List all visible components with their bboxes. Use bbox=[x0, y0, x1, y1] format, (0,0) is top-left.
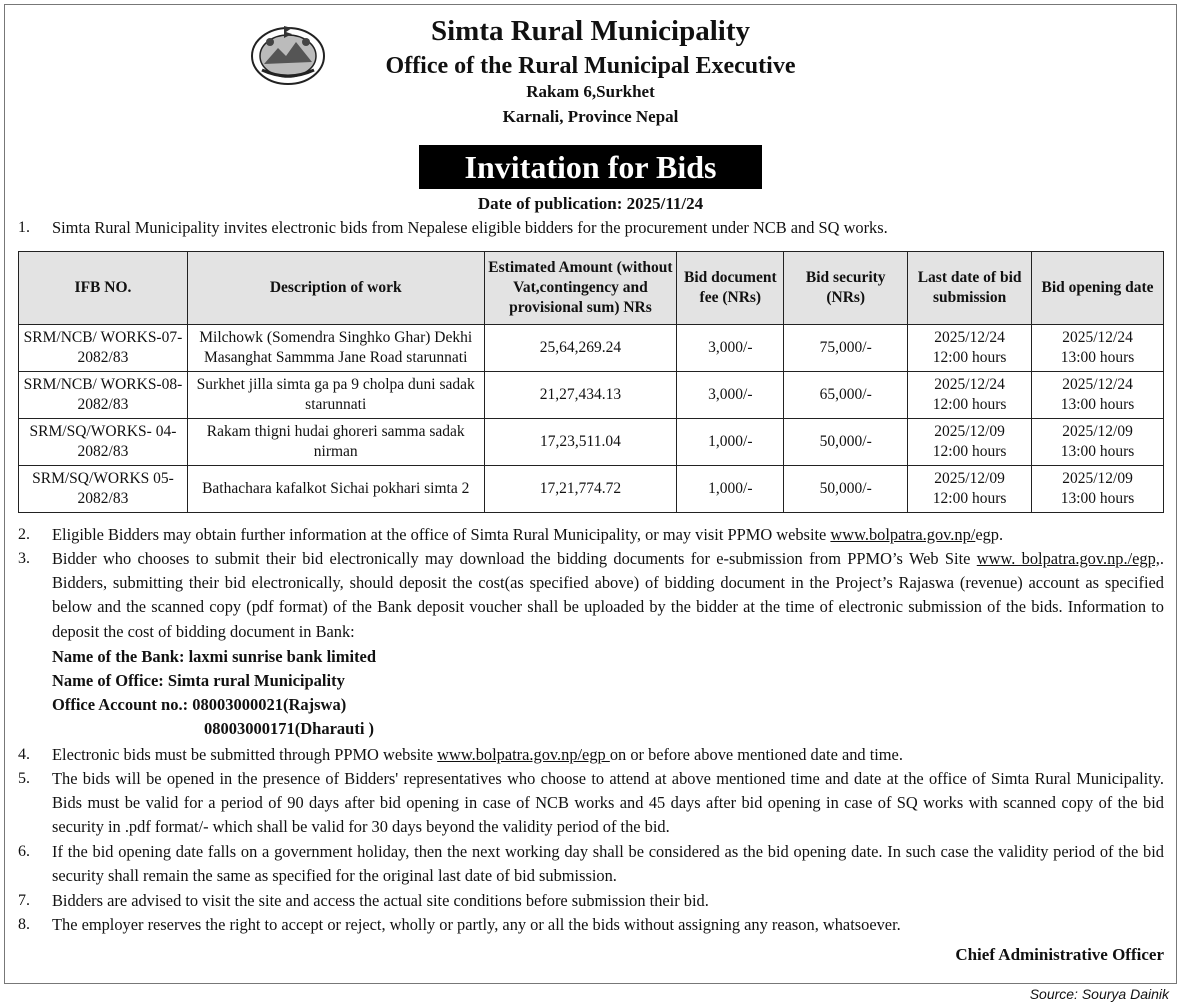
last-date: 2025/12/24 bbox=[934, 329, 1005, 346]
cell-ifb: SRM/NCB/ WORKS-08-2082/83 bbox=[19, 372, 188, 419]
address-line-2: Karnali, Province Nepal bbox=[502, 107, 679, 126]
cell-amount: 25,64,269.24 bbox=[484, 325, 677, 372]
item-2-tail: egp. bbox=[975, 525, 1004, 544]
table-row bbox=[19, 466, 1164, 513]
last-date: 2025/12/09 bbox=[934, 423, 1005, 440]
item-4-body-b: on or before above mentioned date and time. bbox=[609, 745, 903, 764]
item-2-text bbox=[52, 523, 1164, 547]
item-4-body-a: Electronic bids must be submitted through PPMO website bbox=[52, 745, 438, 764]
cell-security: 50,000/- bbox=[784, 466, 908, 513]
cell-opening-date bbox=[1032, 466, 1164, 513]
item-1-text: Simta Rural Municipality invites electronic bids from Nepalese eligible bidders for the procurement under NCB and SQ works. bbox=[52, 218, 888, 237]
cell-fee: 3,000/- bbox=[677, 372, 784, 419]
item-number: 3. bbox=[18, 550, 30, 567]
open-time: 13:00 hours bbox=[1060, 396, 1135, 413]
open-date: 2025/12/24 bbox=[1062, 329, 1133, 346]
cell-fee: 3,000/- bbox=[677, 325, 784, 372]
item-3-text bbox=[52, 547, 1164, 644]
table-row bbox=[19, 372, 1164, 419]
cell-description: Rakam thigni hudai ghoreri samma sadak nirman bbox=[187, 419, 484, 466]
cell-ifb: SRM/SQ/WORKS- 04-2082/83 bbox=[19, 419, 188, 466]
bank-name: Name of the Bank: laxmi sunrise bank limited bbox=[52, 647, 377, 666]
account-dharauti: 08003000171(Dharauti ) bbox=[204, 719, 375, 738]
table-row bbox=[19, 325, 1164, 372]
item-number: 1. bbox=[18, 219, 30, 236]
item-number: 4. bbox=[18, 746, 30, 763]
last-time: 12:00 hours bbox=[932, 349, 1007, 366]
last-time: 12:00 hours bbox=[932, 443, 1007, 460]
cell-security: 65,000/- bbox=[784, 372, 908, 419]
cell-opening-date bbox=[1032, 325, 1164, 372]
item-3-body-b: . Bidders, submitting their bid electronically, should deposit the cost(as specified above) of bidding document in the Project’s Rajaswa (revenue) account as specified below and the scanned copy (pdf format) of the Bank deposit voucher shall be uploaded by the bidder at the time of electronic submission of the bids. Information to deposit the cost of bidding document in Bank: bbox=[52, 549, 1164, 641]
address-line-1: Rakam 6,Surkhet bbox=[526, 82, 655, 101]
cell-opening-date bbox=[1032, 419, 1164, 466]
last-time: 12:00 hours bbox=[932, 490, 1007, 507]
item-5-text: The bids will be opened in the presence of Bidders' representatives who choose to attend at above mentioned time and date at the office of Simta Rural Municipality. Bids must be valid for a period of 90 days after bid opening in case of NCB works and 45 days after bid opening in case of SQ works with scanned copy of the bid security in .pdf format/- which shall be valid for 30 days beyond the validity period of the bid. bbox=[52, 769, 1164, 837]
item-number: 6. bbox=[18, 843, 30, 860]
source-credit: Source: Sourya Dainik bbox=[1029, 986, 1169, 1002]
cell-ifb: SRM/SQ/WORKS 05-2082/83 bbox=[19, 466, 188, 513]
open-time: 13:00 hours bbox=[1060, 443, 1135, 460]
egp-link[interactable]: www.bolpatra.gov.np/egp bbox=[437, 745, 610, 764]
cell-security: 75,000/- bbox=[784, 325, 908, 372]
item-number: 8. bbox=[18, 916, 30, 933]
header-ifb: IFB NO. bbox=[19, 252, 188, 325]
open-date: 2025/12/09 bbox=[1062, 470, 1133, 487]
header-bid-security: Bid security (NRs) bbox=[784, 252, 908, 325]
open-time: 13:00 hours bbox=[1060, 490, 1135, 507]
bolpatra-link[interactable]: www. bolpatra.gov.np./egp, bbox=[976, 549, 1160, 568]
item-6-text: If the bid opening date falls on a government holiday, then the next working day shall be considered as the bid opening date. In such case the validity period of the bid security shall remain the same as specified for the original last date of bid submission. bbox=[52, 842, 1164, 886]
cell-last-date bbox=[908, 372, 1032, 419]
open-date: 2025/12/24 bbox=[1062, 376, 1133, 393]
last-date: 2025/12/09 bbox=[934, 470, 1005, 487]
cell-fee: 1,000/- bbox=[677, 466, 784, 513]
municipality-name: Simta Rural Municipality bbox=[430, 15, 750, 47]
cell-amount: 17,21,774.72 bbox=[484, 466, 677, 513]
cell-description: Milchowk (Somendra Singhko Ghar) Dekhi Masanghat Sammma Jane Road starunnati bbox=[187, 325, 484, 372]
cell-security: 50,000/- bbox=[784, 419, 908, 466]
item-8-text: The employer reserves the right to accept or reject, wholly or partly, any or all the bids without assigning any reason, whatsoever. bbox=[52, 915, 901, 934]
account-rajswa: Office Account no.: 08003000021(Rajswa) bbox=[52, 695, 347, 714]
ppmo-link[interactable]: www.bolpatra.gov.np/ bbox=[830, 525, 976, 544]
cell-ifb: SRM/NCB/ WORKS-07-2082/83 bbox=[19, 325, 188, 372]
item-7-text: Bidders are advised to visit the site and access the actual site conditions before submission their bid. bbox=[52, 891, 709, 910]
office-name-bank: Name of Office: Simta rural Municipality bbox=[52, 671, 345, 690]
office-name: Office of the Rural Municipal Executive bbox=[385, 53, 796, 79]
cell-amount: 21,27,434.13 bbox=[484, 372, 677, 419]
header-opening-date: Bid opening date bbox=[1032, 252, 1164, 325]
item-3-body-a: Bidder who chooses to submit their bid electronically may download the bidding documents for e-submission from PPMO’s Web Site bbox=[52, 549, 977, 568]
header-estimated-amount: Estimated Amount (without Vat,contingency and provisional sum) NRs bbox=[484, 252, 677, 325]
cell-description: Surkhet jilla simta ga pa 9 cholpa duni sadak starunnati bbox=[187, 372, 484, 419]
last-date: 2025/12/24 bbox=[934, 376, 1005, 393]
signature: Chief Administrative Officer bbox=[955, 945, 1164, 964]
item-2-body: Eligible Bidders may obtain further information at the office of Simta Rural Municipality, or may visit PPMO website bbox=[52, 525, 831, 544]
header-description: Description of work bbox=[187, 252, 484, 325]
cell-last-date bbox=[908, 325, 1032, 372]
bids-table bbox=[18, 251, 1164, 513]
cell-last-date bbox=[908, 419, 1032, 466]
cell-last-date bbox=[908, 466, 1032, 513]
last-time: 12:00 hours bbox=[932, 396, 1007, 413]
cell-description: Bathachara kafalkot Sichai pokhari simta 2 bbox=[187, 466, 484, 513]
item-number: 7. bbox=[18, 892, 30, 909]
header-bid-document-fee: Bid document fee (NRs) bbox=[677, 252, 784, 325]
notice-title: Invitation for Bids bbox=[419, 145, 762, 189]
cell-opening-date bbox=[1032, 372, 1164, 419]
open-date: 2025/12/09 bbox=[1062, 423, 1133, 440]
item-number: 5. bbox=[18, 770, 30, 787]
item-4-text bbox=[52, 743, 1164, 767]
open-time: 13:00 hours bbox=[1060, 349, 1135, 366]
table-header-row bbox=[19, 252, 1164, 325]
publication-date: Date of publication: 2025/11/24 bbox=[477, 194, 704, 213]
cell-amount: 17,23,511.04 bbox=[484, 419, 677, 466]
cell-fee: 1,000/- bbox=[677, 419, 784, 466]
item-number: 2. bbox=[18, 526, 30, 543]
header-last-date: Last date of bid submission bbox=[908, 252, 1032, 325]
table-row bbox=[19, 419, 1164, 466]
